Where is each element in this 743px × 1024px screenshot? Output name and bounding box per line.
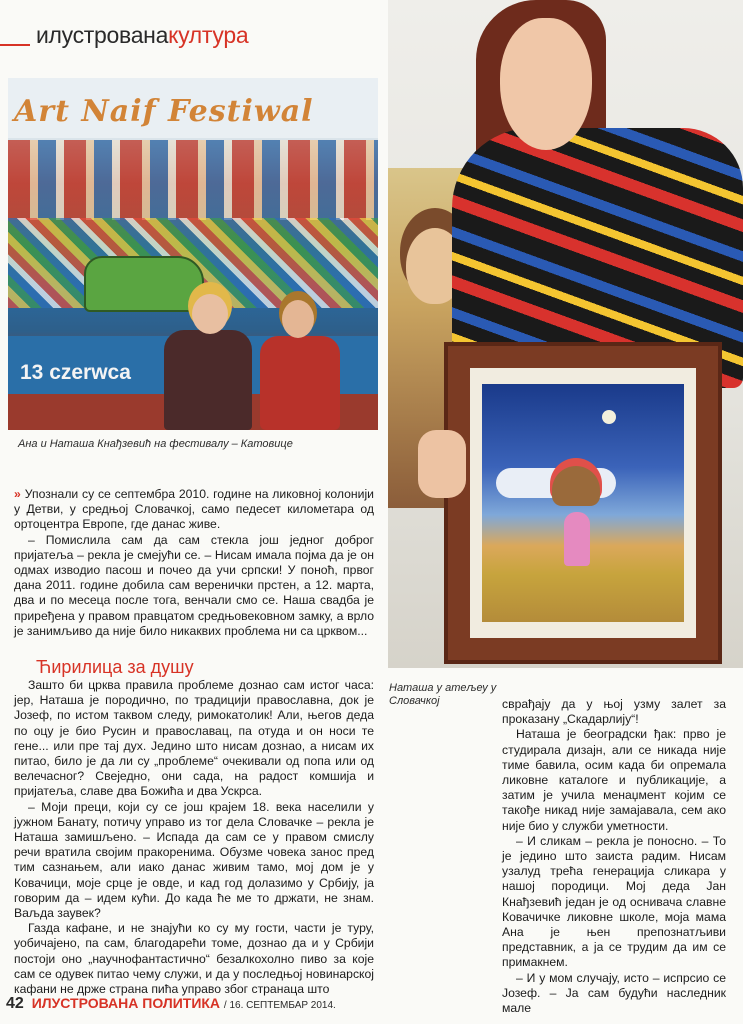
body-paragraph: – И у мом случају, исто – испрсио се Јозеф. – Ја сам будући наследник мале: [502, 970, 726, 1016]
person-ana: [158, 290, 258, 430]
flower-basket: [552, 466, 600, 506]
body-paragraph: – Моји преци, који су се још крајем 18. века населили у јужном Банату, потичу управо из тог дела Словачке – рекла је Наташа замишљено. – Испада да сам се у правом смислу речи вратила својим пракоренима. Обузме човека занос пред тим сазнањем, али иако данас живим тамо, мој дом је у Ковачици, моје срце је овде, и кад год долазимо у Србију, ја говорим да – идем кући. До када ће ме то држати, не знам. Ваљда заувек?: [14, 799, 374, 921]
left-photo-caption: Ана и Наташа Кнађзевић на фестивалу – Катовице: [18, 438, 293, 450]
subheading: Ћирилица за душу: [36, 657, 194, 677]
header-rule: [0, 44, 30, 46]
naive-painting: [482, 384, 684, 622]
issue-date: / 16. СЕПТЕМБАР 2014.: [223, 1000, 336, 1011]
body-paragraph: Газда кафане, и не знајући ко су му гости, части је туру, уобичајено, па сам, благодарећи томе, дознао да и у Србији постоји оно „научнофантастично“ безалкохолно пиво за које сам се одувек питао чему служи, и да у последњој новинарској кафани не држе страна пића управо због странаца што: [14, 921, 374, 997]
face: [500, 18, 592, 150]
lead-paragraph-1: » Упознали су се септембра 2010. године на ликовној колонији у Детви, у средњој Словачкој, само педесет километара од ортоцентра Европе, где данас живе.: [14, 487, 374, 532]
festival-banner-date: 13 czerwca: [20, 361, 131, 384]
hand: [418, 430, 466, 498]
section-header: [36, 22, 248, 49]
festival-banner-title: Art Naif Festiwal: [14, 94, 314, 129]
publication-name: ИЛУСТРОВАНА ПОЛИТИКА: [31, 995, 221, 1011]
body-paragraph: – И сликам – рекла је поносно. – То је једино што заиста радим. Нисам узалуд трећа генерација сликара у нашој породици. Мој деда Јан Кнађзевић један је од оснивача славне Ковачичке ликовне школе, моја мама Ана је њен препознатљиви представник, а ја се трудим да им се примакнем.: [502, 833, 726, 970]
body-paragraph: сврађају да у њој узму залет за проказану „Скадарлију“!: [502, 697, 726, 727]
header-part-2: култура: [168, 22, 249, 48]
lead-marker: »: [14, 487, 21, 501]
painted-girl: [564, 512, 590, 566]
body-paragraph: Наташа је београдски ђак: прво је студирала дизајн, али се никада није тиме бавила, осим када би опремала ликовне каталоге и публикације, а затим је учила менаџмент којим се такође никад није замајавала, сем ако није био у служби уметности.: [502, 727, 726, 833]
page-number: 42: [6, 995, 24, 1012]
body-paragraph: Зашто би црква правила проблеме дознао сам истог часа: јер, Наташа је породично, по традицији православна, док је Јозеф, по истом таквом следу, римокатолик! Али, његов деда по оцу је био Русин и православац, па отуда и он носи те гене... или пре тај дух. Једино што нисам дознао, а нисам их питао, било је да ли су „проблеме“ очекивали од попа или од велечасног? Свеједно, они сада, на радост комшија и пријатеља, славе два Божића и два Ускрса.: [14, 678, 374, 799]
page-footer: [6, 995, 336, 1013]
lead-paragraph-2: – Помислила сам да сам стекла још једног доброг пријатеља – рекла је смејући се. – Нисам имала појма да је он одмах изводио пасош и почео да учи српски! У поноћ, првог дана 2011. године добила сам веренички прстен, а 12. марта, два и по месеца после тога, венчали смо се. Наша свадба је приређена у правом правцатом средњовековном замку, а врло је занимљиво да није било никаквих проблема ни са црквом...: [14, 532, 374, 638]
painting-houses: [8, 140, 378, 220]
header-part-1: илустрована: [36, 22, 169, 48]
body-left-column: [14, 678, 374, 997]
person-natasa: [252, 300, 352, 430]
portrait-photo: [388, 0, 743, 668]
frame-mat: [470, 368, 696, 638]
moon: [602, 410, 616, 424]
lead-text: [14, 487, 374, 639]
right-photo-caption: Наташа у атељеу у Словачкој: [389, 682, 497, 707]
festival-photo: [8, 78, 378, 430]
body-right-column: [502, 697, 726, 1016]
framed-painting: [444, 342, 722, 664]
